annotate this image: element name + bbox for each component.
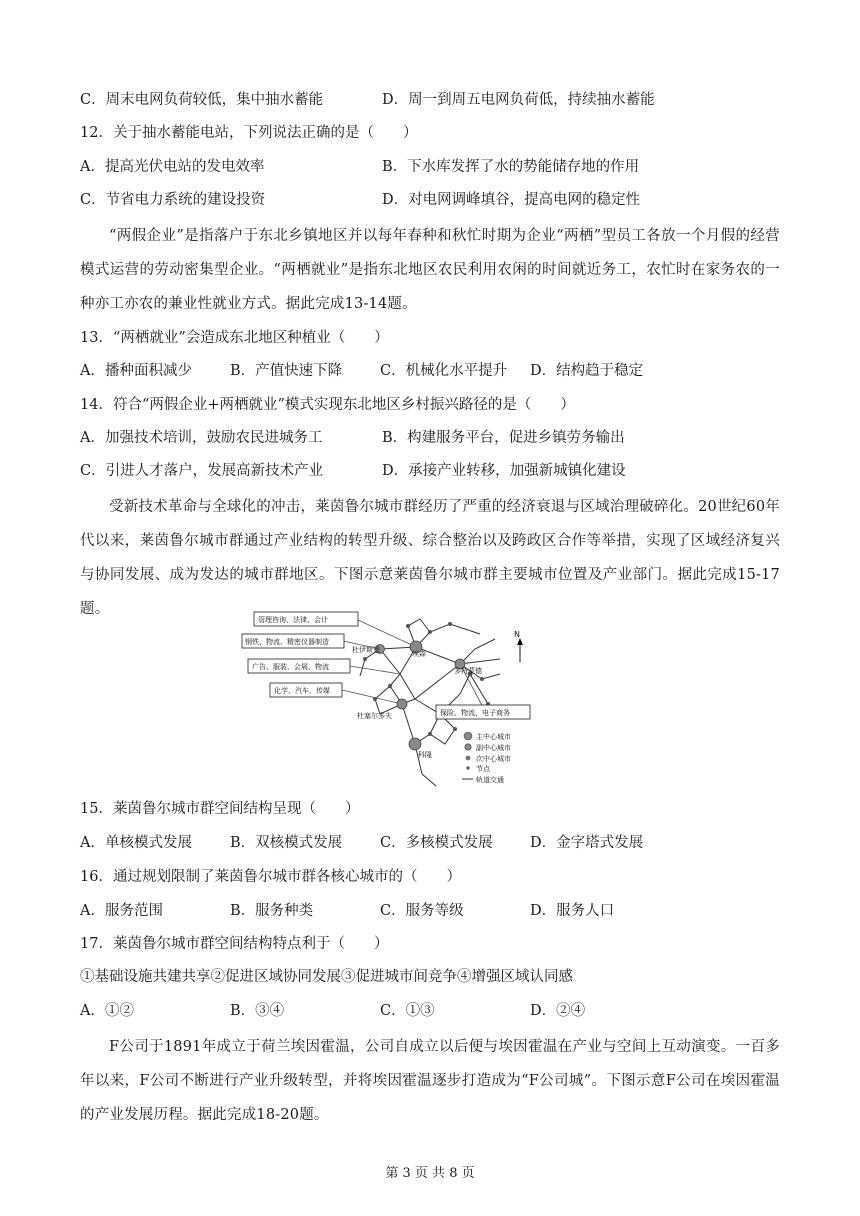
q13-option-d: D．结构趋于稳定 — [530, 363, 644, 379]
q12-option-a: A．提高光伏电站的发电效率 — [80, 159, 265, 175]
q16-option-d: D．服务人口 — [530, 903, 615, 919]
q17-option-c: C．①③ — [380, 1003, 435, 1019]
q17-items: ①基础设施共建共享②促进区域协同发展③促进城市间竞争④增强区域认同感 — [80, 969, 573, 985]
passage-two-vacation: “两假企业”是指落户于东北乡镇地区并以每年春种和秋忙时期为企业“两栖”型员工各放一个月假的经营模式运营的劳动密集型企业。“两栖就业”是指东北地区农民利用农闲的时间就近务工，农忙时在家务农的一种亦工亦农的兼业性就业方式。据此完成13-14题。 — [80, 228, 780, 312]
q13-option-b: B．产值快速下降 — [230, 363, 343, 379]
q13-option-a: A．播种面积减少 — [80, 363, 192, 379]
q14-stem: 14．符合“两假企业+两栖就业”模式实现东北地区乡村振兴路径的是（ ） — [80, 397, 575, 413]
city-label-duisburg: 杜伊斯堡 — [352, 646, 380, 654]
city-label-essen: 埃森 — [412, 650, 426, 658]
q15-option-b: B．双核模式发展 — [230, 835, 343, 851]
q15-option-c: C．多核模式发展 — [380, 835, 493, 851]
page-footer: 第 3 页 共 8 页 — [385, 1166, 475, 1181]
q12-option-c: C．节省电力系统的建设投资 — [80, 192, 266, 208]
legend-main-city: 主中心城市 — [476, 733, 511, 741]
q15-option-a: A．单核模式发展 — [80, 835, 192, 851]
passage-rhine-ruhr: 受新技术革命与全球化的冲击，莱茵鲁尔城市群经历了严重的经济衰退与区域治理破碎化。20世纪60年代以来，莱茵鲁尔城市群通过产业结构的转型升级、综合整治以及跨政区合作等举措，实现了区域经济复兴与协同发展、成为发达的城市群地区。下图示意莱茵鲁尔城市群主要城市位置及产业部门。据此完成15-17题。 — [80, 499, 780, 617]
city-label-cologne: 科隆 — [418, 751, 432, 759]
q16-option-c: C．服务等级 — [380, 903, 464, 919]
q16-stem: 16．通过规划限制了莱茵鲁尔城市群各核心城市的（ ） — [80, 869, 461, 885]
map-box-steel: 钢铁、物流、精密仪器制造 — [245, 638, 329, 646]
legend-node: 节点 — [476, 765, 490, 773]
map-box-insurance: 保险、物流、电子商务 — [440, 709, 510, 717]
legend-rail: 轨道交通 — [476, 776, 504, 784]
q14-option-c: C．引进人才落户，发展高新技术产业 — [80, 463, 324, 479]
legend-secondary-city: 次中心城市 — [476, 755, 511, 763]
q14-option-a: A．加强技术培训，鼓励农民进城务工 — [80, 430, 323, 446]
legend-sub-city: 副中心城市 — [476, 744, 511, 752]
q11-option-d: D．周一到周五电网负荷低，持续抽水蓄能 — [382, 92, 655, 108]
map-legend — [462, 732, 511, 784]
map-box-advertising: 广告、服装、会展、物流 — [252, 663, 329, 671]
q17-option-b: B．③④ — [230, 1003, 285, 1019]
q13-option-c: C．机械化水平提升 — [380, 363, 508, 379]
map-box-chemical: 化学、汽车、传媒 — [274, 687, 330, 695]
q14-option-d: D．承接产业转移，加强新城镇化建设 — [382, 463, 626, 479]
q11-option-c: C．周末电网负荷较低，集中抽水蓄能 — [80, 92, 324, 108]
q12-option-d: D．对电网调峰填谷，提高电网的稳定性 — [382, 192, 641, 208]
q16-option-a: A．服务范围 — [80, 903, 163, 919]
city-label-dortmund: 多特蒙德 — [454, 667, 482, 675]
q16-option-b: B．服务种类 — [230, 903, 314, 919]
q17-option-d: D．②④ — [530, 1003, 586, 1019]
q12-stem: 12．关于抽水蓄能电站，下列说法正确的是（ ） — [80, 125, 418, 141]
north-label: N — [514, 630, 520, 639]
q17-option-a: A．①② — [80, 1003, 134, 1019]
city-label-dusseldorf: 杜塞尔多夫 — [357, 712, 392, 720]
q13-stem: 13．“两栖就业”会造成东北地区种植业（ ） — [80, 330, 389, 346]
q14-option-b: B．构建服务平台，促进乡镇劳务输出 — [382, 430, 625, 446]
rhine-ruhr-map — [240, 604, 540, 790]
q15-stem: 15．莱茵鲁尔城市群空间结构呈现（ ） — [80, 801, 360, 817]
map-box-consulting: 管理咨询、法律、会计 — [258, 616, 328, 624]
north-arrow-icon — [514, 630, 523, 662]
q17-stem: 17．莱茵鲁尔城市群空间结构特点利于（ ） — [80, 936, 389, 952]
passage-company-f: F公司于1891年成立于荷兰埃因霍温，公司自成立以后便与埃因霍温在产业与空间上互动演变。一百多年以来，F公司不断进行产业升级转型，并将埃因霍温逐步打造成为“F公司城”。下图示意F公司在埃因霍温的产业发展历程。据此完成18-20题。 — [80, 1039, 780, 1123]
q15-option-d: D．金字塔式发展 — [530, 835, 644, 851]
q12-option-b: B．下水库发挥了水的势能储存地的作用 — [382, 159, 640, 175]
